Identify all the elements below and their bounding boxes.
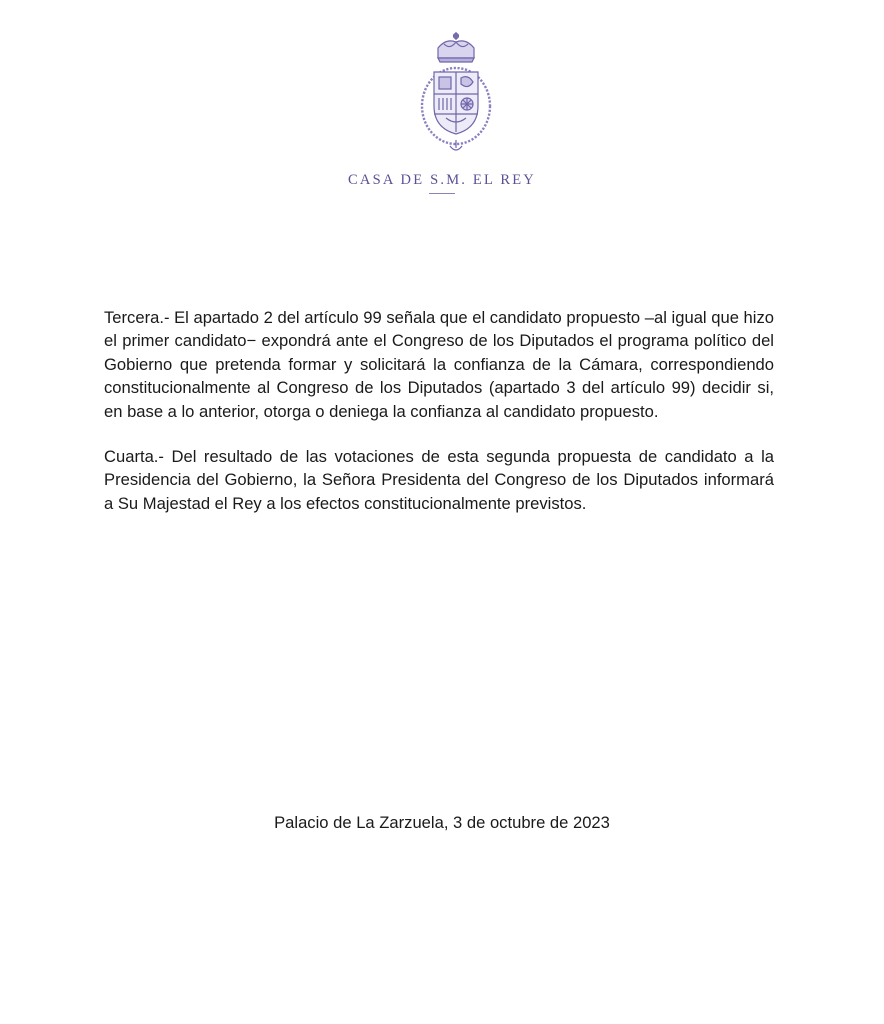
paragraph-cuarta: Cuarta.- Del resultado de las votaciones de esta segunda propuesta de candidato a la Presidencia del Gobierno, la Señora Presidenta del Congreso de los Diputados informará a Su Majestad el Rey a los efectos constitucionalmente previstos.: [104, 447, 774, 513]
divider: [429, 193, 455, 194]
paragraph-tercera: Tercera.- El apartado 2 del artículo 99 señala que el candidato propuesto –al igual que hizo el primer candidato− expondrá ante el Congreso de los Diputados el programa político del Gobierno que pretenda formar y solicitará la confianza de la Cámara, correspondiendo constitucionalmente al Congreso de los Diputados (apartado 3 del artículo 99) decidir si, en base a lo anterior, otorga o deniega la confianza al candidato propuesto.: [104, 308, 774, 421]
letterhead: [0, 0, 884, 210]
institution-name: CASA DE S.M. EL REY: [348, 172, 536, 188]
document-body: [104, 306, 774, 537]
royal-coat-of-arms-icon: [408, 28, 504, 156]
place-and-date: Palacio de La Zarzuela, 3 de octubre de 2023: [274, 813, 610, 832]
